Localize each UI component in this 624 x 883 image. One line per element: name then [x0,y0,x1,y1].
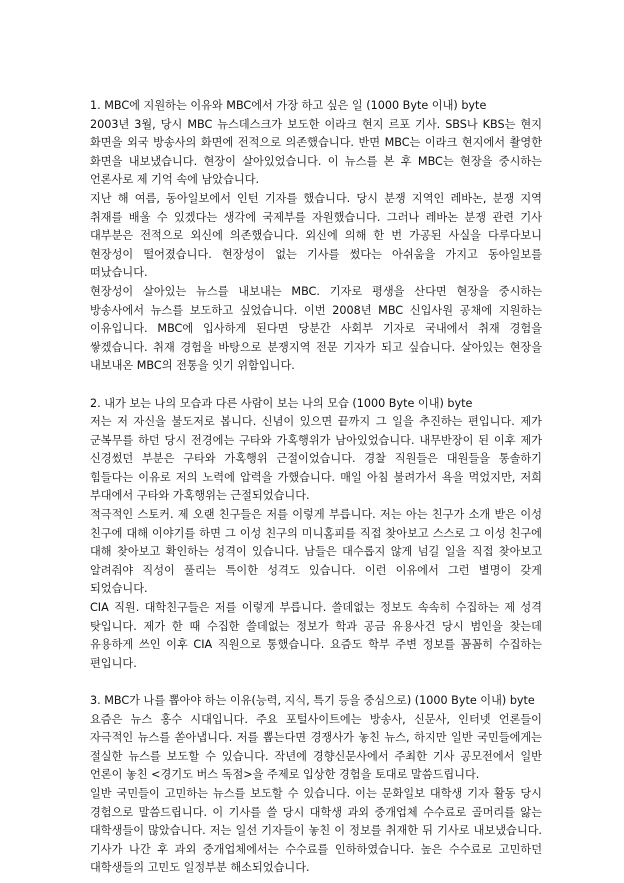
section-1-paragraph-3: 현장성이 살아있는 뉴스를 내보내는 MBC. 기자로 평생을 산다면 현장을 중시하는 방송사에서 뉴스를 보도하고 싶었습니다. 이번 2008년 MBC 신입사원 공채에 지원하는 이유입니다. MBC에 입사하게 된다면 당분간 사회부 기자로 국내에서 취재 경험을 쌓겠습니다. 취재 경험을 바탕으로 분쟁지역 전문 기자가 되고 싶습니다. 살아있는 현장을 내보내온 MBC의 전통을 잇기 위함입니다. [90,284,542,373]
section-2-paragraph-2: 적극적인 스토커. 제 오랜 친구들은 저를 이렇게 부릅니다. 저는 아는 친구가 소개 받은 이성 친구에 대해 이야기를 하면 그 이성 친구의 미니홈피를 직접 찾아보고 스스로 그 이성 친구에 대해 찾아보고 확인하는 성격이 있습니다. 남들은 대수롭지 않게 넘길 일을 직접 찾아보고 알려줘야 직성이 풀리는 특이한 성격도 있습니다. 이런 이유에서 그런 별명이 갖게 되었습니다. [90,508,542,596]
section-3-paragraph-2: 일반 국민들이 고민하는 뉴스를 보도할 수 있습니다. 이는 문화일보 대학생 기자 활동 당시 경험으로 말씀드립니다. 이 기사를 쓸 당시 대학생 과외 중개업체 수수료로 골머리를 앓는 대학생들이 많았습니다. 저는 일선 기자들이 놓친 이 정보를 취재한 뒤 기사로 내보냈습니다. 기사가 나간 후 과외 중개업체에서는 수수료를 인하하였습니다. 높은 수수료로 고민하던 대학생들의 고민도 일정부분 해소되었습니다. [90,786,542,875]
section-3 [90,692,542,878]
section-gap [90,673,542,692]
section-gap [90,376,542,395]
section-3-paragraph-1: 요즘은 뉴스 홍수 시대입니다. 주요 포털사이트에는 방송사, 신문사, 인터넷 언론들이 자극적인 뉴스를 쏟아냅니다. 저를 뽑는다면 경쟁사가 놓친 뉴스, 하지만 일반 국민들에게는 절실한 뉴스를 보도할 수 있습니다. 작년에 경향신문사에서 주최한 기사 공모전에서 일반 언론이 놓친 <경기도 버스 독점>을 주제로 입상한 경험을 토대로 말씀드립니다. [90,712,542,782]
section-1 [90,97,542,376]
section-2-paragraph-1: 저는 저 자신을 불도저로 봅니다. 신념이 있으면 끝까지 그 일을 추진하는 편입니다. 제가 군복무를 하던 당시 전경에는 구타와 가혹행위가 남아있었습니다. 내무반장이 된 이후 제가 신경썼던 부분은 구타와 가혹행위 근절이었습니다. 경찰 직원들은 대원들을 통솔하기 힘들다는 이유로 저의 노력에 압력을 가했습니다. 매일 아침 불려가서 욕을 먹었지만, 저희 부대에서 구타와 가혹행위는 근절되었습니다. [90,415,542,503]
section-2-heading: 2. 내가 보는 나의 모습과 다른 사람이 보는 나의 모습 (1000 Byte 이내) byte [90,396,473,410]
section-1-paragraph-2: 지난 해 여름, 동아일보에서 인턴 기자를 했습니다. 당시 분쟁 지역인 레바논, 분쟁 지역 취재를 배울 수 있겠다는 생각에 국제부를 자원했습니다. 그러나 레바논 분쟁 관련 기사 대부분은 전적으로 외신에 의존했습니다. 외신에 의해 한 번 가공된 사실을 다루다보니 현장성이 떨어졌습니다. 현장성이 없는 기사를 썼다는 아쉬움을 가지고 동아일보를 떠났습니다. [90,191,542,280]
section-1-paragraph-1: 2003년 3월, 당시 MBC 뉴스데스크가 보도한 이라크 현지 르포 기사. SBS나 KBS는 현지 화면을 외국 방송사의 화면에 전적으로 의존했습니다. 반면 MBC는 이라크 현지에서 촬영한 화면을 내보냈습니다. 현장이 살아있었습니다. 이 뉴스를 본 후 MBC는 현장을 중시하는 언론사로 제 기억 속에 남았습니다. [90,117,542,187]
document-page [90,97,542,878]
section-2 [90,395,542,674]
section-2-paragraph-3: CIA 직원. 대학친구들은 저를 이렇게 부릅니다. 쓸데없는 정보도 속속히 수집하는 제 성격 탓입니다. 제가 한 때 수집한 쓸데없는 정보가 학과 공금 유용사건 당시 범인을 찾는데 유용하게 쓰인 이후 CIA 직원으로 통했습니다. 요즘도 학부 주변 정보를 꼼꼼히 수집하는 편입니다. [90,601,542,670]
section-1-heading: 1. MBC에 지원하는 이유와 MBC에서 가장 하고 싶은 일 (1000 Byte 이내) byte [90,99,487,112]
section-3-heading: 3. MBC가 나를 뽑아야 하는 이유(능력, 지식, 특기 등을 중심으로) (1000 Byte 이내) byte [90,694,535,707]
